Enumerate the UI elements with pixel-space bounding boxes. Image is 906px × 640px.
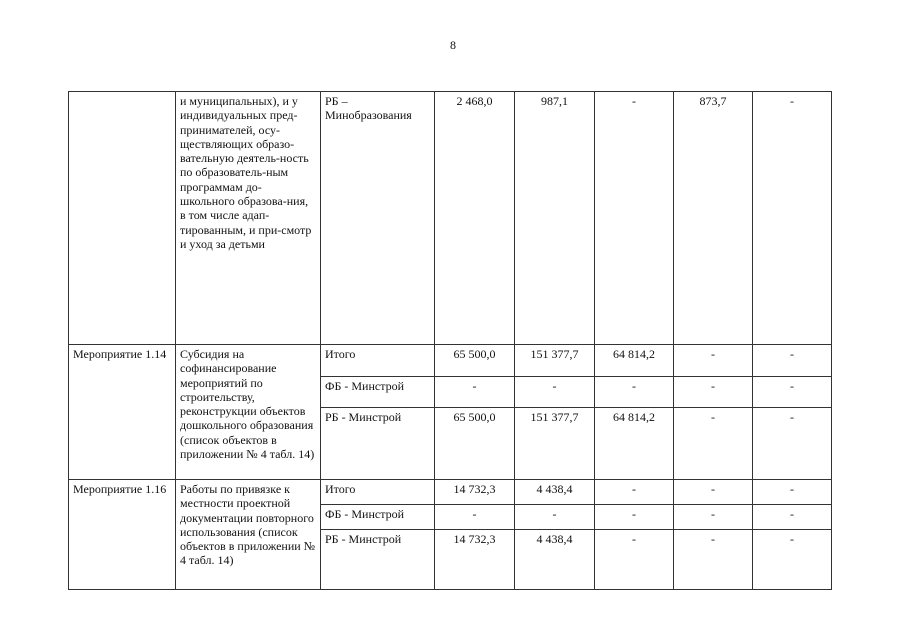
source-cell: РБ - Минстрой	[321, 408, 435, 480]
description-cell: Работы по привязке к местности проектной документации повторного использования (список объектов в приложении № 4 табл. 14)	[176, 480, 321, 590]
value-cell: 873,7	[674, 92, 753, 345]
description-cell: и муниципальных), и у индивидуальных пред-принимателей, осу-ществляющих образо-вательную деятель-ность по образователь-ным программам до-школьного образова-ния, в том числе адап-тированным, и при-смотр и уход за детьми	[176, 92, 321, 345]
source-cell: ФБ - Минстрой	[321, 505, 435, 530]
value-cell: -	[753, 377, 832, 408]
source-cell: Итого	[321, 480, 435, 505]
value-cell: 14 732,3	[435, 530, 515, 590]
value-cell: -	[595, 377, 674, 408]
budget-table	[68, 91, 832, 590]
event-cell	[69, 92, 176, 345]
value-cell: -	[674, 530, 753, 590]
value-cell: 64 814,2	[595, 345, 674, 377]
value-cell: 4 438,4	[515, 480, 595, 505]
value-cell: -	[515, 505, 595, 530]
value-cell: 151 377,7	[515, 408, 595, 480]
source-cell: ФБ - Минстрой	[321, 377, 435, 408]
value-cell: 14 732,3	[435, 480, 515, 505]
value-cell: -	[674, 377, 753, 408]
value-cell: -	[753, 505, 832, 530]
source-cell: РБ - Минстрой	[321, 530, 435, 590]
value-cell: -	[753, 530, 832, 590]
value-cell: 2 468,0	[435, 92, 515, 345]
description-cell: Субсидия на софинансирование мероприятий по строительству, реконструкции объектов дошкольного образования (список объектов в приложении № 4 табл. 14)	[176, 345, 321, 480]
table-row	[69, 480, 832, 505]
table-row	[69, 92, 832, 345]
value-cell: 65 500,0	[435, 408, 515, 480]
value-cell: -	[674, 480, 753, 505]
value-cell: 64 814,2	[595, 408, 674, 480]
value-cell: 4 438,4	[515, 530, 595, 590]
event-cell: Мероприятие 1.14	[69, 345, 176, 480]
value-cell: 151 377,7	[515, 345, 595, 377]
table-row	[69, 345, 832, 377]
value-cell: -	[515, 377, 595, 408]
value-cell: 65 500,0	[435, 345, 515, 377]
value-cell: -	[435, 505, 515, 530]
value-cell: -	[435, 377, 515, 408]
value-cell: -	[595, 530, 674, 590]
value-cell: -	[753, 92, 832, 345]
value-cell: -	[674, 345, 753, 377]
value-cell: -	[753, 408, 832, 480]
source-cell: РБ – Минобразования	[321, 92, 435, 345]
value-cell: -	[753, 345, 832, 377]
value-cell: -	[595, 92, 674, 345]
value-cell: -	[674, 408, 753, 480]
event-cell: Мероприятие 1.16	[69, 480, 176, 590]
value-cell: -	[595, 480, 674, 505]
value-cell: 987,1	[515, 92, 595, 345]
source-cell: Итого	[321, 345, 435, 377]
page-number: 8	[450, 38, 456, 52]
value-cell: -	[595, 505, 674, 530]
value-cell: -	[674, 505, 753, 530]
value-cell: -	[753, 480, 832, 505]
